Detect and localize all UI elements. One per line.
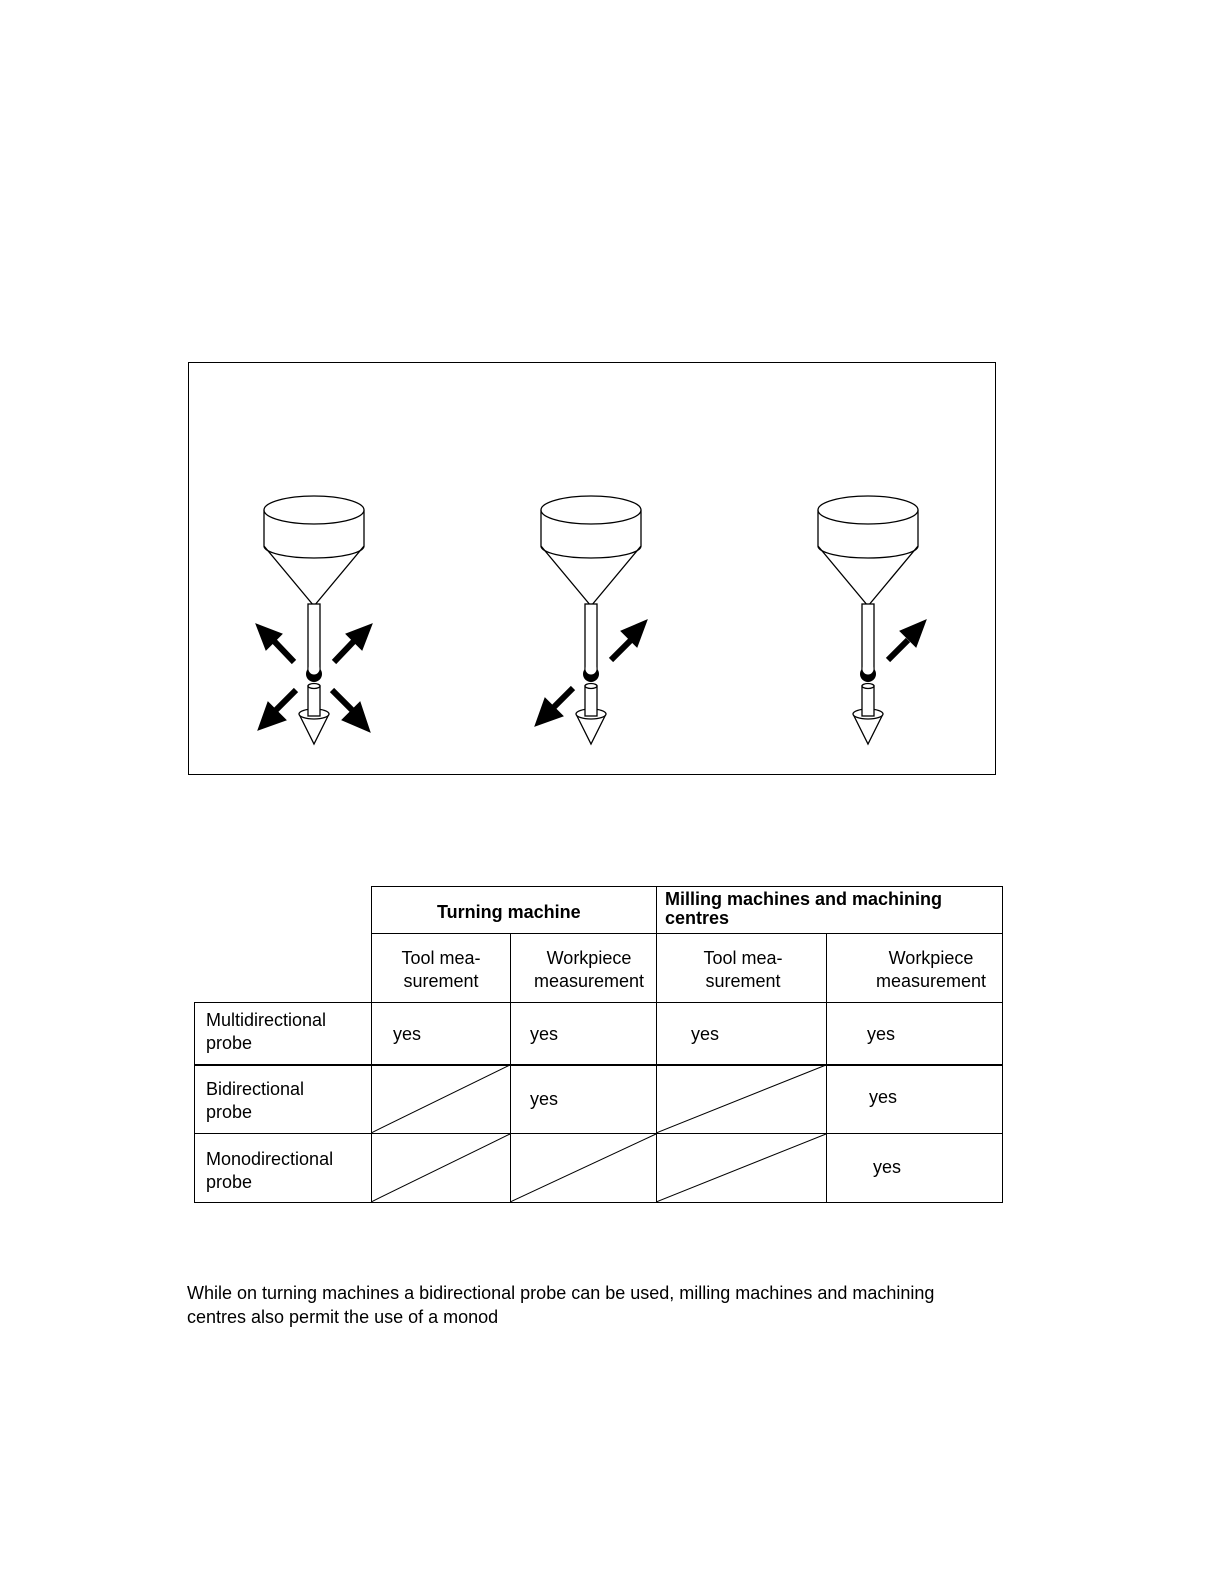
- not-applicable-cell: [656, 1064, 827, 1134]
- row-label-multidirectional: Multidirectional probe: [206, 1010, 327, 1053]
- not-applicable-cell: [371, 1133, 511, 1203]
- row-label-bidirectional: Bidirectional probe: [206, 1079, 305, 1122]
- cell-value: yes: [530, 1024, 559, 1044]
- not-applicable-cell: [510, 1133, 657, 1203]
- bidirectional-probe-illustration: [521, 488, 661, 753]
- monodirectional-probe-illustration: [798, 488, 938, 753]
- cell-value: yes: [691, 1024, 720, 1044]
- body-paragraph: While on turning machines a bidirectional probe can be used, milling machines and machining centres also permit the use of a monod: [187, 1283, 935, 1327]
- header-milling-machines: Milling machines and machining centres: [665, 889, 943, 928]
- subheader-tool-measurement: Tool mea- surement: [703, 948, 783, 991]
- subheader-tool-measurement: Tool mea- surement: [401, 948, 481, 991]
- row-label-monodirectional: Monodirectional probe: [206, 1149, 334, 1192]
- cell-value: yes: [873, 1157, 902, 1177]
- subheader-workpiece-measurement: Workpiece measurement: [533, 948, 645, 991]
- cell-value: yes: [393, 1024, 422, 1044]
- cell-value: yes: [867, 1024, 896, 1044]
- multidirectional-probe-illustration: [244, 488, 384, 753]
- not-applicable-cell: [656, 1133, 827, 1203]
- header-turning-machine: Turning machine: [437, 902, 581, 922]
- not-applicable-cell: [371, 1064, 511, 1134]
- cell-value: yes: [869, 1087, 898, 1107]
- cell-value: yes: [530, 1089, 559, 1109]
- subheader-workpiece-measurement: Workpiece measurement: [875, 948, 987, 991]
